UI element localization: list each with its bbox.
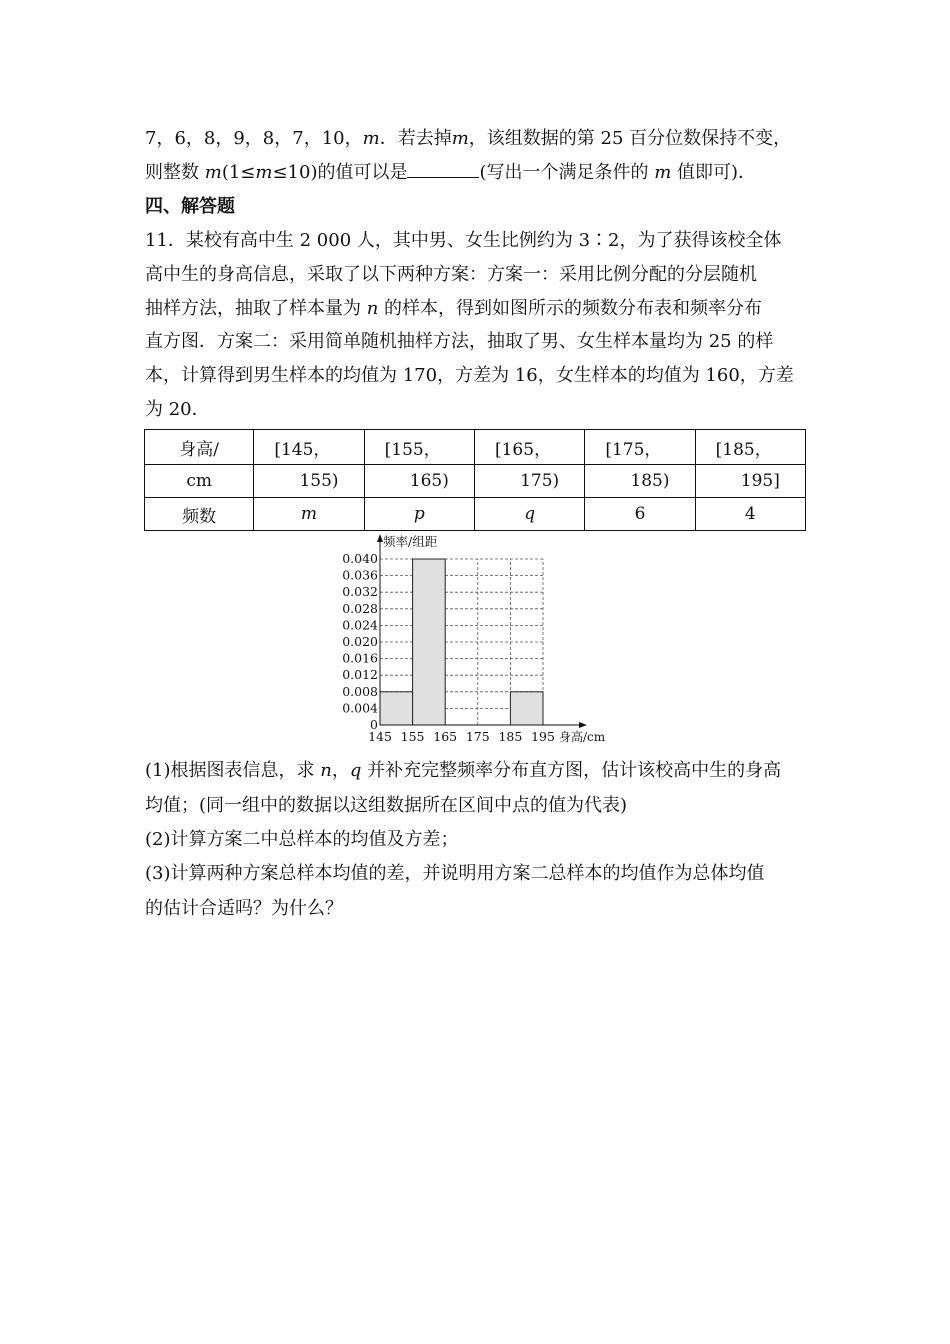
interval-top-3: [165， — [474, 430, 584, 465]
problem-line-4: 直方图．方案二：采用简单随机抽样方法，抽取了男、女生样本量均为 25 的样 — [145, 331, 774, 352]
y-tick-label: 0.020 — [342, 634, 378, 649]
problem-line-2: 高中生的身高信息，采取了以下两种方案：方案一：采用比例分配的分层随机 — [145, 264, 757, 285]
question-text: 并补充完整频率分布直方图，估计该校高中生的身高 — [361, 760, 782, 781]
var-m: m — [204, 162, 222, 183]
x-tick-label: 185 — [498, 729, 523, 744]
var-n: n — [366, 298, 379, 319]
intro-text: 则整数 — [145, 162, 205, 183]
intro-line-1 — [145, 128, 791, 150]
y-tick-label: 0.008 — [342, 683, 378, 699]
var-n: n — [320, 760, 332, 781]
intro-line-2 — [145, 161, 756, 184]
x-axis-label: 身高/cm — [559, 730, 606, 744]
intro-text: ．若去掉 — [379, 128, 452, 149]
y-tick-label: 0.012 — [342, 667, 378, 683]
header-cell-top: 身高/ — [145, 430, 254, 465]
problem-line-6: 为 20． — [145, 399, 210, 420]
x-axis-arrow — [579, 722, 587, 728]
y-axis-label: 频率/组距 — [383, 534, 438, 549]
count-cell-3: q — [474, 498, 584, 531]
histogram-bar — [413, 559, 446, 725]
intro-text: 7，6，8，9，8，7，10， — [145, 128, 363, 149]
y-tick-label: 0.016 — [342, 650, 378, 666]
y-tick-label: 0.004 — [342, 700, 378, 716]
interval-top-2: [155， — [364, 430, 474, 465]
question-3-line-2: 的估计合适吗？为什么？ — [145, 898, 343, 919]
count-cell-5: 4 — [695, 498, 805, 531]
var-m: m — [255, 162, 273, 183]
problem-text: 抽样方法，抽取了样本量为 — [145, 298, 367, 319]
interval-bottom-3: 175) — [474, 465, 584, 498]
var-q: q — [349, 760, 362, 781]
y-tick-label: 0.040 — [342, 551, 378, 566]
y-tick-label: 0.032 — [342, 584, 378, 600]
y-tick-label: 0.024 — [342, 617, 378, 633]
question-3-line-1: (3)计算两种方案总样本均值的差，并说明用方案二总样本的均值作为总体均值 — [145, 863, 765, 884]
y-tick-label: 0.036 — [342, 567, 378, 583]
histogram-bar — [510, 692, 543, 725]
frequency-histogram — [335, 530, 625, 745]
count-cell-2: p — [364, 498, 474, 531]
interval-top-4: [175， — [585, 430, 695, 465]
interval-bottom-5: 195] — [695, 465, 805, 498]
var-m: m — [451, 128, 469, 149]
x-tick-label: 165 — [433, 729, 458, 744]
intro-text: 值即可)． — [671, 162, 757, 183]
intro-text: (写出一个满足条件的 — [479, 162, 655, 183]
section-title: 四、解答题 — [145, 196, 235, 217]
var-m: m — [362, 128, 380, 149]
question-2: (2)计算方案二中总样本的均值及方差； — [145, 829, 459, 850]
question-text: ， — [331, 760, 350, 781]
histogram-bar — [380, 692, 413, 725]
question-1-line-2: 均值；(同一组中的数据以这组数据所在区间中点的值为代表) — [145, 795, 628, 816]
question-text: (1)根据图表信息，求 — [145, 760, 321, 781]
problem-text: 的样本，得到如图所示的频数分布表和频率分布 — [378, 298, 763, 319]
problem-line-5: 本，计算得到男生样本的均值为 170，方差为 16，女生样本的均值为 160，方差 — [145, 365, 794, 386]
interval-bottom-1: 155) — [254, 465, 364, 498]
interval-bottom-4: 185) — [585, 465, 695, 498]
x-tick-label: 155 — [400, 729, 425, 744]
y-tick-label: 0.028 — [342, 600, 378, 616]
var-m: m — [654, 162, 672, 183]
answer-blank[interactable] — [407, 161, 479, 178]
x-tick-label: 175 — [465, 729, 490, 744]
intro-text: (1≤ — [221, 162, 256, 183]
count-cell-1: m — [254, 498, 364, 531]
interval-bottom-2: 165) — [364, 465, 474, 498]
x-tick-label: 195 — [531, 729, 555, 744]
problem-line-1: 11．某校有高中生 2 000 人，其中男、女生比例约为 3∶2，为了获得该校全体 — [145, 230, 782, 251]
interval-top-1: [145， — [254, 430, 364, 465]
question-1-line-1 — [145, 760, 781, 782]
x-tick-label: 145 — [368, 729, 392, 744]
interval-top-5: [185， — [695, 430, 805, 465]
header-cell-bottom: cm — [145, 465, 254, 498]
row-label-frequency: 频数 — [145, 498, 254, 531]
intro-text: ≤10)的值可以是 — [272, 162, 408, 183]
frequency-table — [144, 429, 806, 531]
y-tick-label: 0 — [370, 717, 378, 732]
count-cell-4: 6 — [585, 498, 695, 531]
problem-line-3 — [145, 298, 762, 320]
intro-text: ，该组数据的第 25 百分位数保持不变， — [468, 128, 792, 149]
